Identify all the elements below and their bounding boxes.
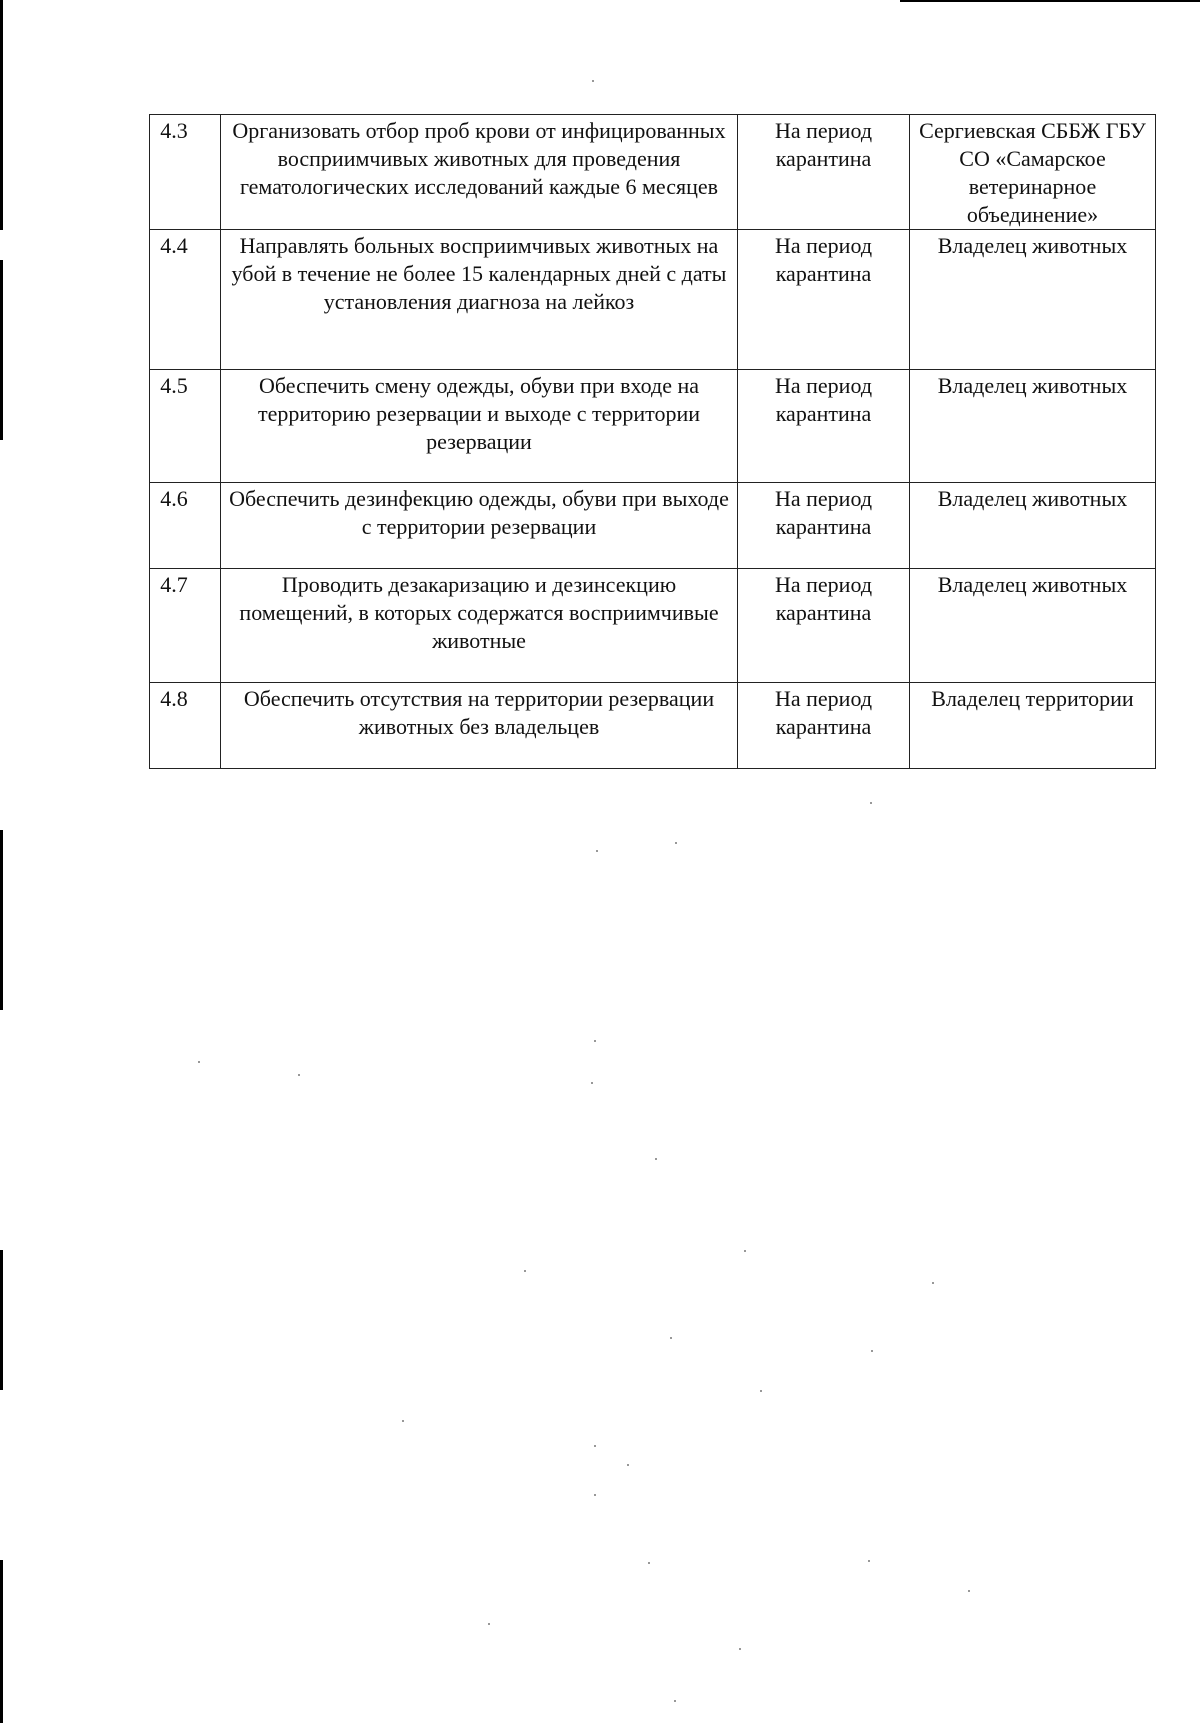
item-number: 4.8 <box>150 683 221 769</box>
scan-speck <box>524 1270 526 1272</box>
responsible-text: Владелец животных <box>910 569 1156 683</box>
scan-speck <box>739 1648 741 1650</box>
scan-edge-left <box>0 830 3 1010</box>
period-text: На период карантина <box>738 569 910 683</box>
period-text: На период карантина <box>738 483 910 569</box>
scan-speck <box>675 842 677 844</box>
item-number: 4.6 <box>150 483 221 569</box>
scan-speck <box>488 1623 490 1625</box>
measure-text: Организовать отбор проб крови от инфицированных восприимчивых животных для проведения гематологических исследований каждые 6 месяцев <box>221 115 738 230</box>
scan-speck <box>868 1560 870 1562</box>
item-number: 4.3 <box>150 115 221 230</box>
scan-speck <box>648 1562 650 1564</box>
scan-speck <box>744 1250 746 1252</box>
scan-edge-left <box>0 0 3 230</box>
scan-speck <box>596 850 598 852</box>
scan-speck <box>760 1390 762 1392</box>
scan-speck <box>594 1494 596 1496</box>
scan-speck <box>402 1420 404 1422</box>
scan-edge-left <box>0 1250 3 1390</box>
quarantine-measures-table <box>149 114 1156 769</box>
scan-edge-top <box>900 0 1200 2</box>
measure-text: Направлять больных восприимчивых животных на убой в течение не более 15 календарных дней с даты установления диагноза на лейкоз <box>221 230 738 370</box>
scan-speck <box>670 1337 672 1339</box>
item-number: 4.4 <box>150 230 221 370</box>
scan-speck <box>932 1282 934 1284</box>
scan-speck <box>870 802 872 804</box>
scan-speck <box>594 1445 596 1447</box>
responsible-text: Владелец животных <box>910 370 1156 483</box>
scan-edge-left <box>0 260 3 440</box>
scan-speck <box>594 1040 596 1042</box>
table-row <box>150 569 1156 683</box>
period-text: На период карантина <box>738 230 910 370</box>
scan-speck <box>627 1464 629 1466</box>
item-number: 4.7 <box>150 569 221 683</box>
scan-edge-left <box>0 1560 3 1723</box>
table-row <box>150 483 1156 569</box>
scan-speck <box>591 1082 593 1084</box>
scan-speck <box>655 1158 657 1160</box>
scan-speck <box>592 80 594 82</box>
scan-speck <box>674 1700 676 1702</box>
measure-text: Обеспечить смену одежды, обуви при входе на территорию резервации и выходе с территории резервации <box>221 370 738 483</box>
table-row <box>150 683 1156 769</box>
responsible-text: Владелец животных <box>910 230 1156 370</box>
period-text: На период карантина <box>738 370 910 483</box>
responsible-text: Сергиевская СББЖ ГБУ СО «Самарское ветеринарное объединение» <box>910 115 1156 230</box>
responsible-text: Владелец территории <box>910 683 1156 769</box>
table-row <box>150 230 1156 370</box>
measure-text: Проводить дезакаризацию и дезинсекцию помещений, в которых содержатся восприимчивые животные <box>221 569 738 683</box>
scan-speck <box>968 1590 970 1592</box>
scan-speck <box>871 1350 873 1352</box>
item-number: 4.5 <box>150 370 221 483</box>
measure-text: Обеспечить отсутствия на территории резервации животных без владельцев <box>221 683 738 769</box>
table-row <box>150 370 1156 483</box>
table-row <box>150 115 1156 230</box>
period-text: На период карантина <box>738 683 910 769</box>
responsible-text: Владелец животных <box>910 483 1156 569</box>
measure-text: Обеспечить дезинфекцию одежды, обуви при выходе с территории резервации <box>221 483 738 569</box>
scan-speck <box>198 1061 200 1063</box>
period-text: На период карантина <box>738 115 910 230</box>
scan-speck <box>298 1074 300 1076</box>
